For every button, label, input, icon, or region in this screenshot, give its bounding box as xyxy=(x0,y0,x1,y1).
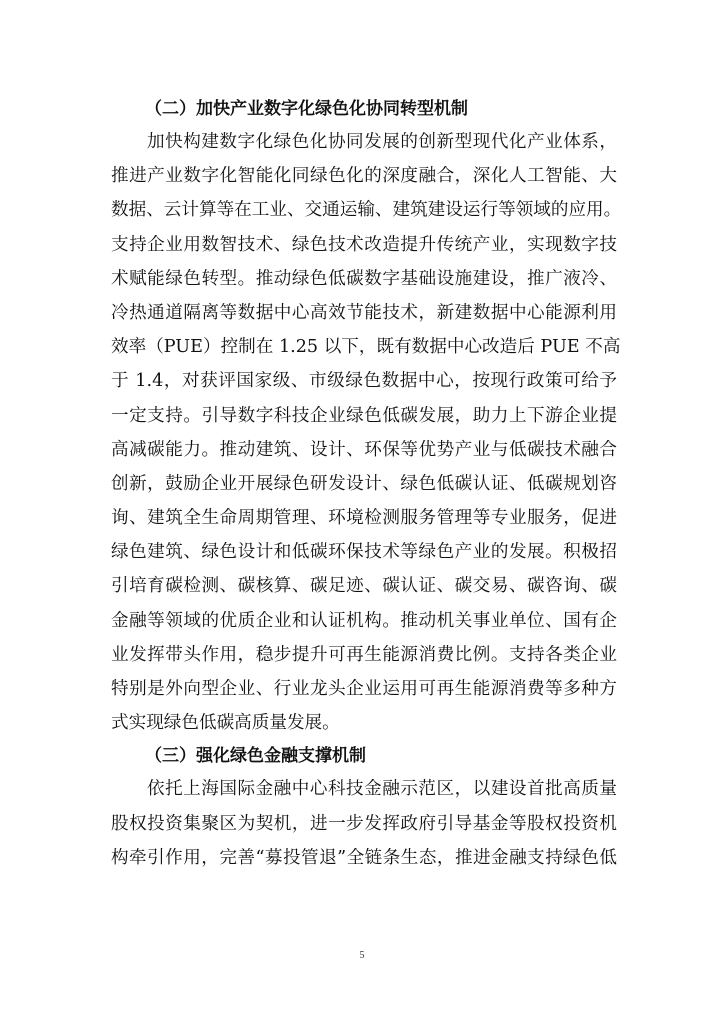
page-number: 5 xyxy=(359,950,365,961)
text-line: 依托上海国际金融中心科技金融示范区，以建设首批高质量 xyxy=(147,779,617,800)
section-heading-3: （三）强化绿色金融支撑机制 xyxy=(145,746,366,767)
text-line: 特别是外向型企业、行业龙头企业运用可再生能源消费等多种方 xyxy=(111,679,617,699)
section-body-3 xyxy=(111,772,617,875)
page-content xyxy=(111,93,622,875)
text-line: 金融等领域的优质企业和认证机构。推动机关事业单位、国有企 xyxy=(111,610,617,631)
text-line: 高减碳能力。推动建筑、设计、环保等优势产业与低碳技术融合 xyxy=(111,439,617,460)
text-line: 术赋能绿色转型。推动绿色低碳数字基础设施建设，推广液冷、 xyxy=(111,268,617,289)
text-line: 数据、云计算等在工业、交通运输、建筑建设运行等领域的应用。 xyxy=(111,200,622,221)
text-line: 业发挥带头作用，稳步提升可再生能源消费比例。支持各类企业 xyxy=(111,644,617,665)
text-line: 冷热通道隔离等数据中心高效节能技术，新建数据中心能源利用 xyxy=(111,302,617,323)
text-line: 式实现绿色低碳高质量发展。 xyxy=(111,713,340,734)
text-line: 引培育碳检测、碳核算、碳足迹、碳认证、碳交易、碳咨询、碳 xyxy=(111,576,617,597)
text-line: 于 1.4，对获评国家级、市级绿色数据中心，按现行政策可给予 xyxy=(111,371,617,392)
text-line: 绿色建筑、绿色设计和低碳环保技术等绿色产业的发展。积极招 xyxy=(111,542,617,563)
text-line: 加快构建数字化绿色化协同发展的创新型现代化产业体系， xyxy=(147,132,617,152)
text-line: 支持企业用数智技术、绿色技术改造提升传统产业，实现数字技 xyxy=(111,234,617,255)
text-line: 构牵引作用，完善“募投管退”全链条生态，推进金融支持绿色低 xyxy=(111,847,617,868)
text-line: 效率（PUE）控制在 1.25 以下，既有数据中心改造后 PUE 不高 xyxy=(111,337,621,358)
text-line: 股权投资集聚区为契机，进一步发挥政府引导基金等股权投资机 xyxy=(111,813,617,834)
text-line: 询、建筑全生命周期管理、环境检测服务管理等专业服务，促进 xyxy=(111,508,617,529)
section-body-2 xyxy=(111,125,622,740)
section-heading-2: （二）加快产业数字化绿色化协同转型机制 xyxy=(145,99,468,119)
text-line: 推进产业数字化智能化同绿色化的深度融合，深化人工智能、大 xyxy=(111,166,617,187)
text-line: 创新，鼓励企业开展绿色研发设计、绿色低碳认证、低碳规划咨 xyxy=(111,473,617,494)
text-line: 一定支持。引导数字科技企业绿色低碳发展，助力上下游企业提 xyxy=(111,405,617,426)
